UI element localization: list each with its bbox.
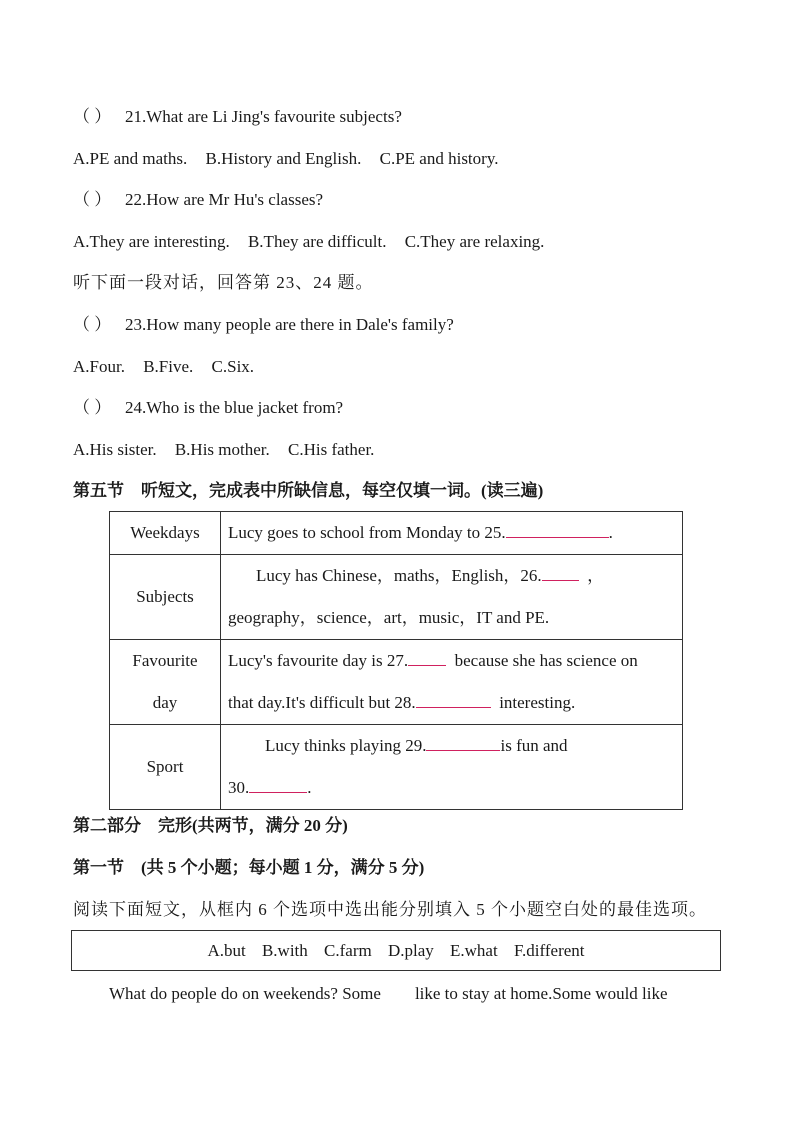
row-label: Sport: [110, 725, 221, 810]
section5-heading: 第五节 听短文，完成表中所缺信息，每空仅填一词。(读三遍): [73, 481, 544, 500]
row-label: Weekdays: [110, 512, 221, 555]
options-24: [73, 439, 388, 461]
option-item: F.different: [513, 941, 585, 960]
row-label-line: day: [152, 693, 178, 712]
blank-30[interactable]: [249, 778, 307, 793]
answer-paren[interactable]: （ ）: [73, 107, 112, 126]
question-text: 21.What are Li Jing's favourite subjects?: [125, 107, 402, 126]
table-row: [110, 640, 683, 725]
table-row: [110, 555, 683, 640]
question-text: 24.Who is the blue jacket from?: [125, 398, 344, 417]
options-22: [73, 231, 558, 253]
passage-line: [109, 983, 668, 1005]
content-text: because she has science on: [454, 651, 638, 670]
answer-paren[interactable]: （ ）: [73, 315, 112, 334]
blank-25[interactable]: [506, 523, 609, 538]
row-label-line: Favourite: [132, 651, 198, 670]
option-item: C.farm: [324, 941, 372, 960]
option-item: A.but: [207, 941, 246, 960]
section1-heading: 第一节 (共 5 个小题；每小题 1 分，满分 5 分): [73, 858, 425, 877]
option-c: C.They are relaxing.: [404, 232, 545, 251]
content-text: .: [307, 778, 312, 797]
option-b: B.Five.: [143, 357, 194, 376]
option-c: C.Six.: [211, 357, 255, 376]
question-text: 22.How are Mr Hu's classes?: [125, 190, 324, 209]
options-21: [73, 148, 512, 170]
blank-29[interactable]: [426, 736, 500, 751]
content-text: 30.: [228, 778, 250, 797]
option-a: A.PE and maths.: [73, 149, 188, 168]
option-a: A.They are interesting.: [73, 232, 230, 251]
content-text: geography，science，art，music，IT and PE.: [228, 608, 550, 627]
content-text: Lucy goes to school from Monday to 25.: [228, 523, 506, 542]
option-b: B.History and English.: [205, 149, 362, 168]
option-item: D.play: [387, 941, 434, 960]
content-text: interesting.: [499, 693, 576, 712]
row-label: Subjects: [110, 555, 221, 640]
option-b: B.They are difficult.: [247, 232, 387, 251]
options-23: [73, 356, 268, 378]
option-item: B.with: [261, 941, 308, 960]
info-table: [109, 511, 683, 810]
answer-paren[interactable]: （ ）: [73, 398, 112, 417]
row-content: [221, 725, 683, 810]
content-text: Lucy thinks playing 29.: [265, 736, 427, 755]
content-text: ，: [587, 566, 605, 585]
passage-text: like to stay at home.Some would like: [414, 984, 668, 1003]
blank-27[interactable]: [408, 651, 446, 666]
option-c: C.PE and history.: [379, 149, 499, 168]
question-22: [73, 189, 323, 211]
content-text: Lucy's favourite day is 27.: [228, 651, 409, 670]
row-content: [221, 640, 683, 725]
reading-instruction: 阅读下面短文，从框内 6 个选项中选出能分别填入 5 个小题空白处的最佳选项。: [73, 900, 707, 919]
question-21: [73, 106, 402, 128]
table-row: [110, 512, 683, 555]
row-content: [221, 555, 683, 640]
passage-text: What do people do on weekends? Some: [109, 984, 381, 1003]
question-text: 23.How many people are there in Dale's family?: [125, 315, 454, 334]
answer-paren[interactable]: （ ）: [73, 190, 112, 209]
option-item: E.what: [450, 941, 498, 960]
content-text: Lucy has Chinese，maths，English，26.: [256, 566, 542, 585]
option-a: A.Four.: [73, 357, 125, 376]
content-text: .: [608, 523, 613, 542]
part2-heading: 第二部分 完形(共两节，满分 20 分): [73, 816, 348, 835]
option-c: C.His father.: [288, 440, 375, 459]
blank-26[interactable]: [542, 566, 579, 581]
content-text: that day.It's difficult but 28.: [228, 693, 416, 712]
option-b: B.His mother.: [174, 440, 270, 459]
option-box: [71, 930, 721, 971]
row-content: [221, 512, 683, 555]
question-24: [73, 397, 343, 419]
instruction-23-24: 听下面一段对话，回答第 23、24 题。: [73, 273, 374, 292]
option-a: A.His sister.: [73, 440, 157, 459]
table-row: [110, 725, 683, 810]
content-text: is fun and: [500, 736, 568, 755]
blank-28[interactable]: [416, 693, 491, 708]
question-23: [73, 314, 454, 336]
row-label: [110, 640, 221, 725]
